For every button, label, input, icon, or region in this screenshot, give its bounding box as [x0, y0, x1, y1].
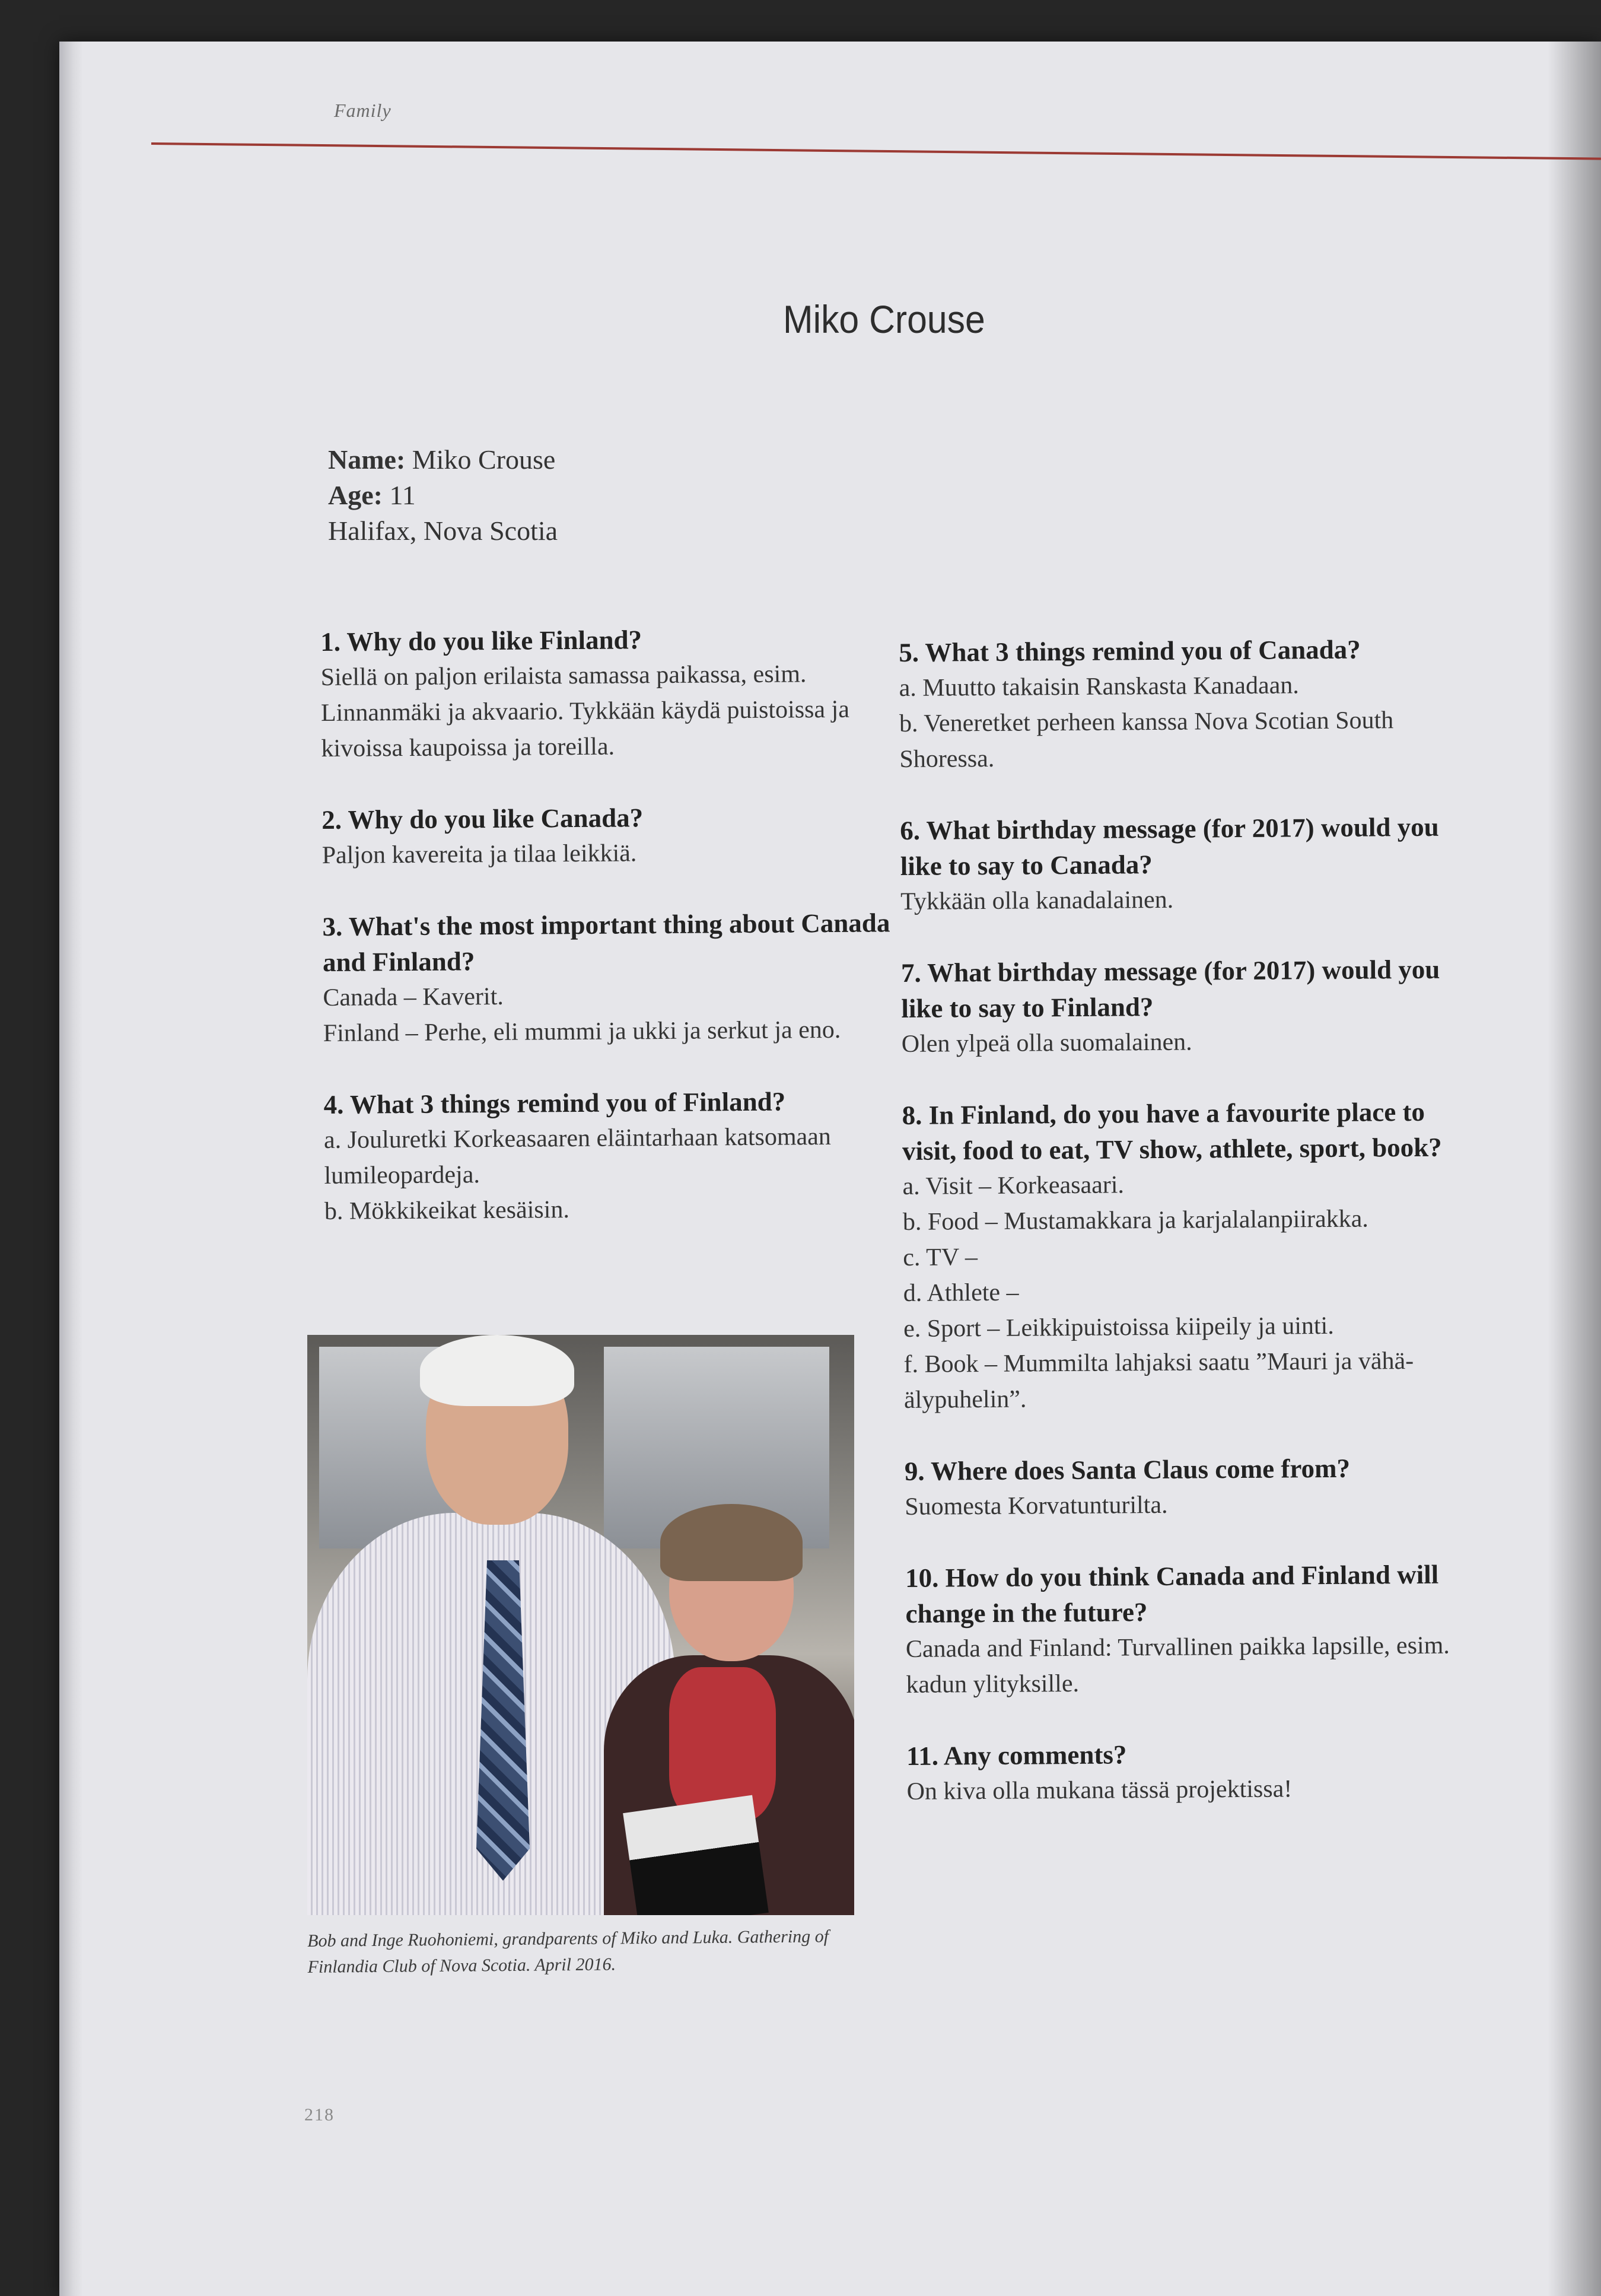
answer-line: c. TV –	[903, 1244, 978, 1271]
question: 3. What's the most important thing about Canada and Finland?	[322, 908, 890, 977]
answer-line: Canada and Finland: Turvallinen paikka lapsille, esim. kadun ylityksille.	[905, 1632, 1450, 1699]
answer-line: Finland – Perhe, eli mummi ja ukki ja serkut ja eno.	[323, 1016, 841, 1047]
answer-line: a. Jouluretki Korkeasaaren eläintarhaan katsomaan lumileopardeja.	[323, 1123, 832, 1190]
page-number: 218	[304, 2105, 335, 2125]
question: 4. What 3 things remind you of Finland?	[323, 1086, 786, 1120]
answer-line: a. Visit – Korkeasaari.	[902, 1171, 1125, 1200]
questions-left-column	[320, 620, 895, 1265]
qa-block	[901, 951, 1471, 1062]
photo-woman-hair	[660, 1504, 803, 1581]
qa-block	[902, 1093, 1473, 1418]
answer-line: Canada – Kaverit.	[323, 982, 504, 1012]
qa-block	[900, 809, 1470, 920]
photo-scarf	[669, 1667, 776, 1821]
name-line	[328, 442, 558, 478]
answer-line: Tykkään olla kanadalainen.	[900, 886, 1174, 915]
qa-block	[323, 1083, 894, 1229]
answer-line: Suomesta Korvatunturilta.	[905, 1491, 1168, 1521]
name-value: Miko Crouse	[405, 444, 556, 475]
name-label: Name:	[328, 444, 406, 475]
questions-right-column	[899, 631, 1476, 1845]
answer-line: b. Veneretket perheen kanssa Nova Scotian South Shoressa.	[899, 707, 1394, 773]
answer-line: f. Book – Mummilta lahjaksi saatu ”Mauri ja vähä-älypuhelin”.	[903, 1347, 1414, 1414]
answer-line: d. Athlete –	[903, 1279, 1019, 1307]
answer-line: b. Food – Mustamakkara ja karjalalanpiirakka.	[902, 1205, 1368, 1236]
answer-line: b. Mökkikeikat kesäisin.	[324, 1196, 570, 1225]
qa-block	[905, 1449, 1475, 1525]
photo-man-hair	[420, 1335, 574, 1406]
grandparents-photo	[307, 1335, 854, 1915]
page-stack-edge	[59, 42, 83, 2296]
question: 10. How do you think Canada and Finland will change in the future?	[905, 1559, 1439, 1629]
question: 11. Any comments?	[906, 1740, 1127, 1771]
question: 2. Why do you like Canada?	[322, 803, 644, 835]
answer-line: Olen ylpeä olla suomalainen.	[901, 1028, 1192, 1058]
question: 1. Why do you like Finland?	[320, 625, 642, 657]
profile-info	[328, 442, 558, 549]
age-line	[328, 478, 558, 513]
age-label: Age:	[328, 480, 383, 510]
photo-book	[623, 1795, 769, 1915]
answer-line: Paljon kavereita ja tilaa leikkiä.	[322, 839, 637, 869]
page-title: Miko Crouse	[783, 297, 985, 341]
answer-line: e. Sport – Leikkipuistoissa kiipeily ja uinti.	[903, 1312, 1334, 1343]
question: 6. What birthday message (for 2017) would you like to say to Canada?	[900, 812, 1439, 881]
question: 8. In Finland, do you have a favourite place to visit, food to eat, TV show, athlete, sport, book?	[902, 1096, 1442, 1166]
qa-block	[322, 798, 892, 873]
photo-caption: Bob and Inge Ruohoniemi, grandparents of Miko and Luka. Gathering of Finlandia Club of Nova Scotia. April 2016.	[307, 1926, 829, 1977]
qa-block	[906, 1734, 1476, 1810]
answer-line: Siellä on paljon erilaista samassa paikassa, esim. Linnanmäki ja akvaario. Tykkään käydä puistoissa ja kivoissa kaupoissa ja toreilla.	[320, 660, 850, 762]
qa-block	[322, 905, 893, 1051]
qa-block	[899, 631, 1469, 777]
question: 7. What birthday message (for 2017) would you like to say to Finland?	[900, 954, 1440, 1023]
answer-line: a. Muutto takaisin Ranskasta Kanadaan.	[899, 672, 1299, 702]
running-head: Family	[334, 100, 392, 121]
location-line: Halifax, Nova Scotia	[328, 516, 558, 546]
qa-block	[905, 1556, 1476, 1703]
question: 9. Where does Santa Claus come from?	[904, 1453, 1351, 1486]
spine-shadow	[1548, 42, 1601, 2296]
qa-block	[320, 620, 891, 767]
age-value: 11	[382, 480, 416, 510]
question: 5. What 3 things remind you of Canada?	[899, 634, 1361, 667]
answer-line: On kiva olla mukana tässä projektissa!	[906, 1775, 1293, 1805]
